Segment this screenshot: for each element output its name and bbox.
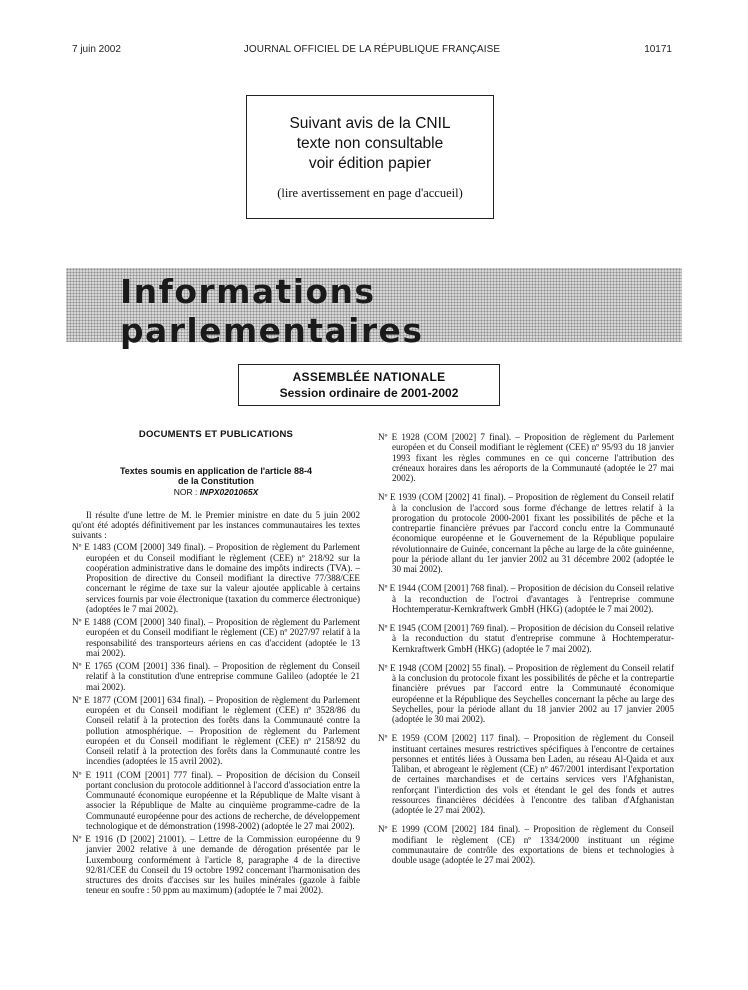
entry-text: (COM [2002] 184 final). – Proposition de règlement du Conseil modifiant le règlement (CE) nº 1334/2000 instituant un régime communautaire de contrôle des exportations de biens et technologies à double usage (adoptée le 27 mai 2002). (392, 824, 674, 865)
journal-title: JOURNAL OFFICIEL DE LA RÉPUBLIQUE FRANÇAISE (243, 44, 501, 55)
section-heading: DOCUMENTS ET PUBLICATIONS (138, 429, 294, 440)
entry-text: (COM [2002] 117 final). – Proposition de règlement du Conseil instituant certaines mesures restrictives spécifiques à l'encontre de certaines personnes et entités liées à Oussama ben Laden, au réseau Al-Qaida et aux Taliban, et abrogeant le règlement (CE) nº 467/2001 interdisant l'exportation de certaines marchandises et de certains services vers l'Afghanistan, renforçant l'interdiction des vols et étendant le gel des fonds et autres ressources financières décidées à l'encontre des taliban d'Afghanistan (adoptée le 27 mai 2002). (392, 733, 674, 815)
right-entry-list (378, 432, 674, 865)
entry-text: (COM [2000] 340 final). – Proposition de règlement du Parlement européen et du Conseil modifiant le règlement (CE) nº 2027/97 relatif à la responsabilité des transporteurs aériens en cas d'accident (adoptée le 13 mai 2002). (86, 617, 360, 658)
entry-number: Nº E 1939 (378, 492, 417, 503)
entry-number: Nº E 1945 (378, 623, 416, 633)
entry-text: (COM [2001] 769 final). – Proposition de décision du Conseil relative à la reconduction du statut d'entreprise commune à Hochtemperatur-Kernkraftwerk GmbH (HKG) (adoptée le 7 mai 2002). (392, 623, 674, 654)
entry-text: (COM [2001] 777 final). – Proposition de décision du Conseil portant conclusion du protocole additionnel à l'accord d'association entre la Communauté économique européenne et la République de Malte visant à associer la République de Malte au cinquième programme-cadre de la Communauté européenne pour des actions de recherche, de développement technologique et de démonstration (1998-2002) (adoptée le 27 mai 2002). (86, 769, 360, 831)
cnil-notice-line: voir édition papier (308, 155, 432, 172)
entry-number: Nº E 1765 (72, 661, 113, 671)
page-header (72, 44, 672, 58)
document-entry (378, 663, 674, 725)
cnil-notice-line: texte non consultable (296, 135, 444, 152)
document-entry (72, 542, 360, 614)
entry-text: (COM [2001] 768 final). – Proposition de décision du Conseil relative à la reconduction de l'octroi d'avantages à l'entreprise commune Hochtemperatur-Kernkraftwerk GmbH (HKG) (adoptée le 7 mai 2002). (392, 583, 674, 614)
document-entry (72, 661, 360, 692)
left-column (72, 430, 360, 899)
entry-text: (D [2002] 21001). – Lettre de la Commission européenne du 9 janvier 2002 relative à une demande de dérogation présentée par le Luxembourg conformément à l'article 8, paragraphe 4 de la directive 92/81/CEE du Conseil du 19 octobre 1992 concernant l'harmonisation des structures des droits d'accises sur les huiles minérales (gazole à faible teneur en soufre : 50 ppm au maximum) (adoptée le 7 mai 2002). (86, 834, 360, 896)
entry-number: Nº E 1483 (72, 542, 111, 553)
nor-label: NOR : (173, 487, 198, 498)
document-entry (72, 834, 360, 896)
document-entry (72, 770, 360, 832)
entry-text: (COM [2001] 336 final). – Proposition de règlement du Conseil relatif à la constitution d'une entreprise commune Galileo (adoptée le 21 mai 2002). (86, 661, 360, 692)
nor-code: INPX0201065X (199, 487, 259, 498)
page-number: 10171 (644, 44, 672, 55)
entry-text: (COM [2000] 349 final). – Proposition de règlement du Parlement européen et du Conseil modifiant le règlement (CEE) nº 218/92 sur la coopération administrative dans le domaine des impôts indirects (TVA). – Proposition de directive du Conseil modifiant la directive 77/388/CEE concernant le régime de taxe sur la valeur ajoutée applicable à certains services fournis par voie électronique (taxation du commerce électronique) (adoptées le 7 mai 2002). (86, 542, 360, 614)
document-entry (378, 583, 674, 614)
issue-date: 7 juin 2002 (72, 44, 121, 55)
entry-number: Nº E 1944 (378, 583, 416, 594)
entry-number: Nº E 1948 (378, 662, 417, 673)
entry-text: (COM [2002] 55 final). – Proposition de règlement du Conseil relatif à la conclusion du protocole fixant les possibilités de pêche et la contrepartie financière prévues par l'accord entre la Communauté économique européenne et la République des Seychelles concernant la pêche au large des Seychelles, pour la période allant du 18 janvier 2002 au 17 janvier 2005 (adoptée le 30 mai 2002). (392, 662, 674, 724)
cnil-notice-note: (lire avertissement en page d'accueil) (277, 186, 463, 200)
cnil-notice-line: Suivant avis de la CNIL (289, 115, 451, 132)
entry-number: Nº E 1959 (378, 733, 420, 744)
intro-paragraph: Il résulte d'une lettre de M. le Premier ministre en date du 5 juin 2002 qu'ont été adoptés définitivement par les instances communautaires les textes suivants : (72, 509, 360, 540)
assemblee-box (238, 364, 500, 406)
document-entry (378, 824, 674, 865)
subheading-line: de la Constitution (178, 476, 254, 487)
right-column (378, 432, 674, 874)
entry-number: Nº E 1911 (72, 769, 114, 780)
subheading-line: Textes soumis en application de l'article 88-4 (119, 466, 313, 477)
nor-reference (72, 487, 360, 497)
left-entry-list (72, 542, 360, 895)
entry-number: Nº E 1928 (378, 432, 420, 442)
document-entry (378, 733, 674, 815)
document-entry (378, 432, 674, 483)
entry-text: (COM [2002] 7 final). – Proposition de règlement du Parlement européen et du Conseil modifiant le règlement (CEE) nº 95/93 du 18 janvier 1993 fixant les règles communes en ce qui concerne l'attribution des créneaux horaires dans les aéroports de la Communauté (adoptée le 27 mai 2002). (392, 432, 674, 483)
banner-title: Informations parlementaires (120, 272, 424, 350)
entry-text: (COM [2002] 41 final). – Proposition de règlement du Conseil relatif à la conclusion de l'accord sous forme d'échange de lettres relatif à la prorogation du protocole 2000-2001 fixant les possibilités de pêche et la contrepartie financière prévues par l'accord conclu entre la Communauté économique européenne et le Gouvernement de la République populaire révolutionnaire de Guinée, concernant la pêche au large de la côte guinéenne, pour la période allant du 1er janvier 2002 au 31 décembre 2002 (adoptée le 30 mai 2002). (392, 492, 674, 574)
section-banner (66, 268, 682, 350)
document-entry (72, 617, 360, 658)
entry-number: Nº E 1488 (72, 617, 111, 627)
document-entry (72, 695, 360, 767)
document-entry (378, 623, 674, 654)
assemblee-title: ASSEMBLÉE NATIONALE (292, 370, 446, 384)
entry-number: Nº E 1916 (72, 834, 113, 844)
entry-text: (COM [2001] 634 final). – Proposition de règlement du Parlement européen et du Conseil modifiant le règlement (CEE) nº 3528/86 du Conseil relatif à la protection des forêts dans la Communauté contre la pollution atmosphérique. – Proposition de règlement du Parlement européen et du Conseil modifiant le règlement (CEE) nº 2158/92 du Conseil relatif à la protection des forêts dans la Communauté contre les incendies (adoptées le 15 avril 2002). (86, 694, 360, 767)
document-entry (378, 492, 674, 574)
entry-number: Nº E 1999 (378, 824, 420, 835)
cnil-notice-box (246, 95, 494, 219)
session-title: Session ordinaire de 2001-2002 (279, 386, 459, 400)
entry-number: Nº E 1877 (72, 694, 111, 705)
